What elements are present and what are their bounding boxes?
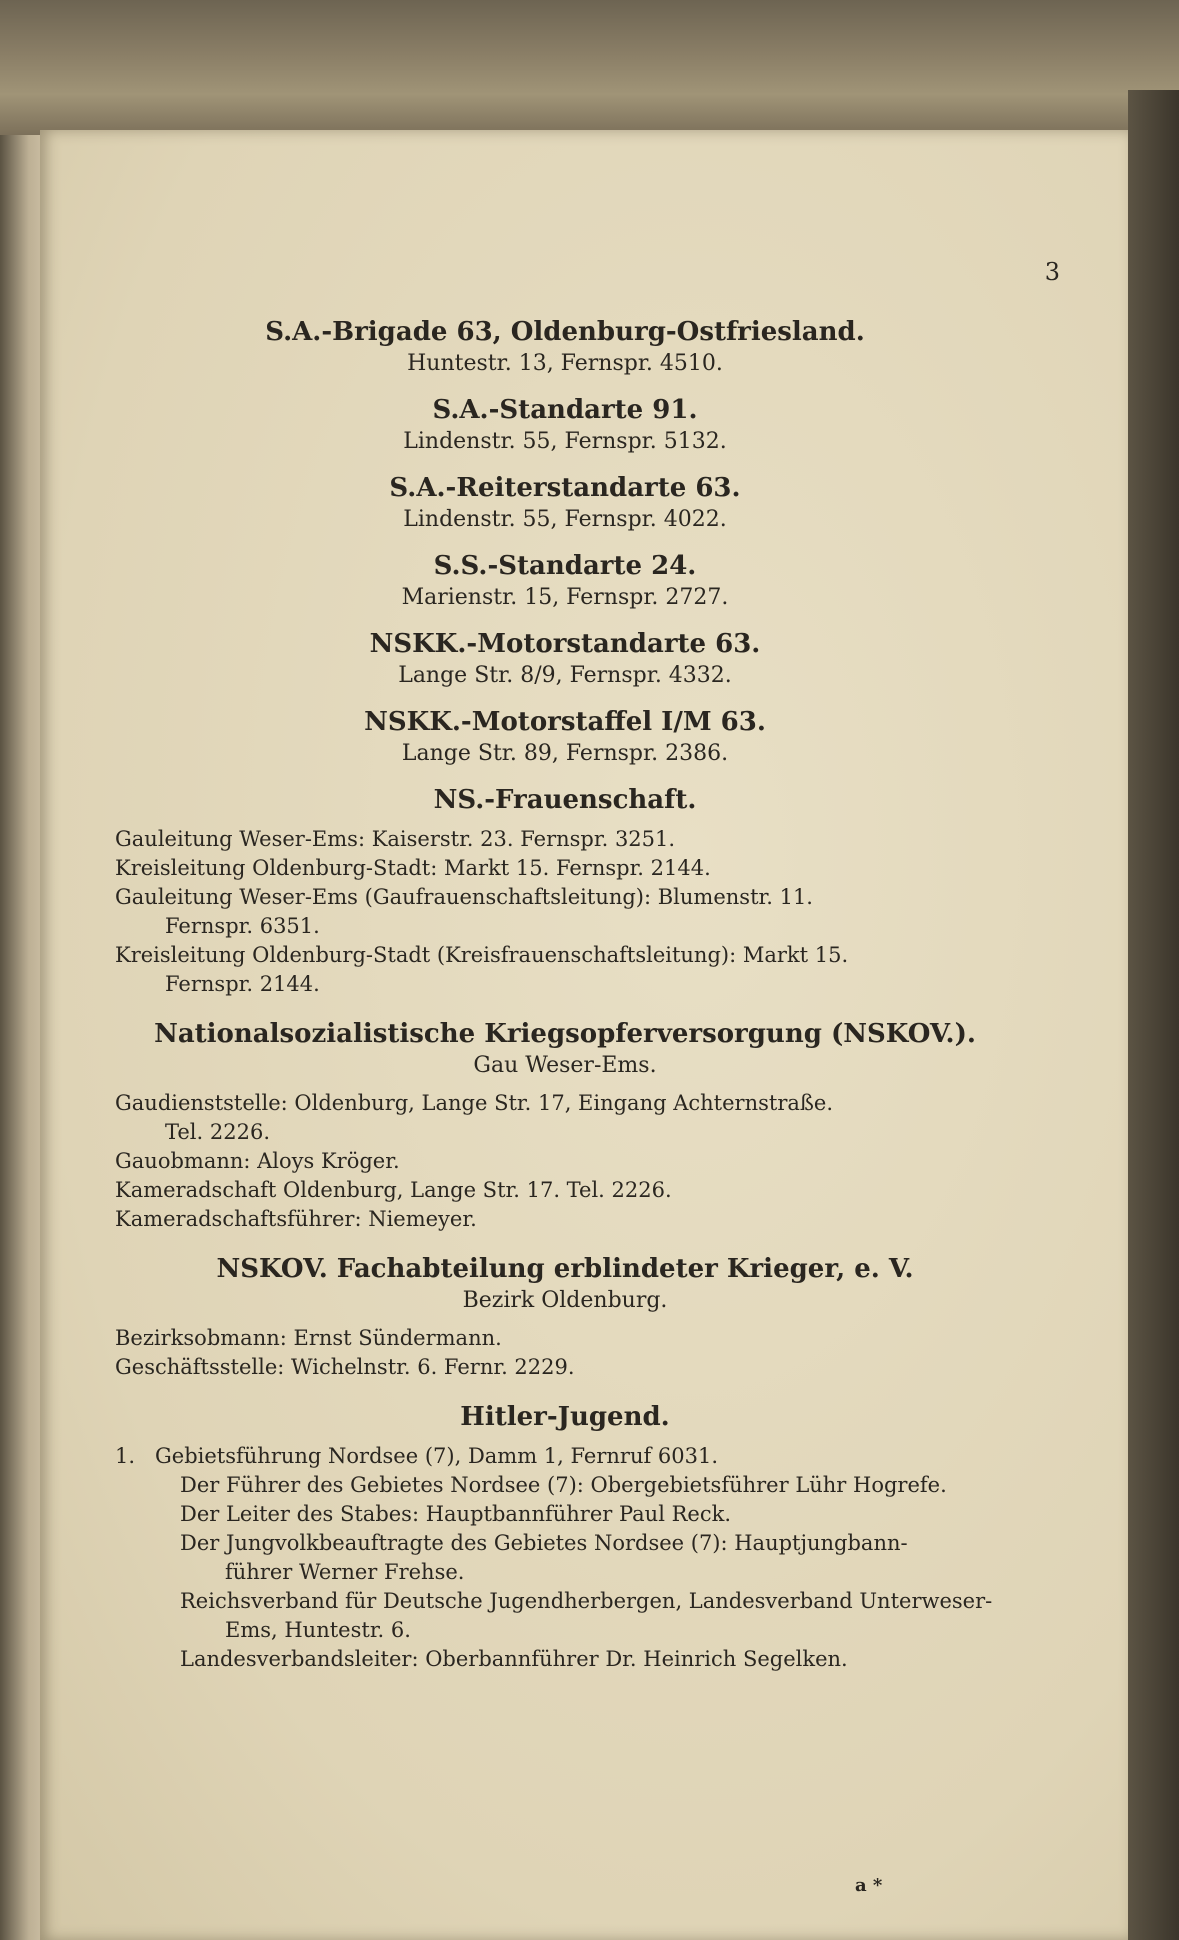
entry-line: Gauleitung Weser-Ems: Kaiserstr. 23. Fernspr. 3251.	[115, 827, 676, 851]
entry-line: Landesverbandsleiter: Oberbannführer Dr. Heinrich Segelken.	[180, 1647, 848, 1671]
section-subtitle: Gau Weser-Ems.	[473, 1053, 657, 1078]
entry-line: Kreisleitung Oldenburg-Stadt (Kreisfrauenschaftsleitung): Markt 15.	[115, 943, 849, 967]
section-sa-brigade	[115, 315, 1015, 379]
section-title: NSKK.-Motorstandarte 63.	[369, 629, 761, 659]
entry-line: Kreisleitung Oldenburg-Stadt: Markt 15. Fernspr. 2144.	[115, 856, 711, 880]
entry-line: Der Leiter des Stabes: Hauptbannführer Paul Reck.	[180, 1502, 731, 1526]
section-ns-frauenschaft	[115, 783, 1015, 999]
section-nskov-fachabteilung	[115, 1252, 1015, 1382]
section-title: Hitler-Jugend.	[460, 1402, 670, 1432]
section-title: NS.-Frauenschaft.	[433, 785, 697, 815]
page-content	[115, 315, 1015, 1674]
entry-line: Gauobmann: Aloys Kröger.	[115, 1149, 400, 1173]
section-ss-standarte	[115, 549, 1015, 613]
section-subtitle: Bezirk Oldenburg.	[462, 1288, 668, 1313]
section-address: Lange Str. 8/9, Fernspr. 4332.	[398, 663, 732, 688]
entry-line: Ems, Huntestr. 6.	[225, 1618, 411, 1642]
section-address: Huntestr. 13, Fernspr. 4510.	[407, 351, 723, 376]
entry-line: Fernspr. 2144.	[165, 972, 320, 996]
book-cover-right	[1128, 90, 1179, 1940]
section-sa-standarte	[115, 393, 1015, 457]
entry-line: Reichsverband für Deutsche Jugendherbergen, Landesverband Unterweser-	[180, 1589, 993, 1613]
section-nskk-motorstaffel	[115, 705, 1015, 769]
page-number: 3	[1044, 258, 1060, 286]
entry-line: Kameradschaftsführer: Niemeyer.	[115, 1207, 477, 1231]
section-address: Lange Str. 89, Fernspr. 2386.	[401, 741, 729, 766]
document-page	[40, 130, 1128, 1940]
entry-line: Kameradschaft Oldenburg, Lange Str. 17. Tel. 2226.	[115, 1178, 672, 1202]
section-title: Nationalsozialistische Kriegsopferversorgung (NSKOV.).	[154, 1019, 976, 1049]
section-address: Lindenstr. 55, Fernspr. 4022.	[403, 507, 727, 532]
section-title: S.A.-Brigade 63, Oldenburg-Ostfriesland.	[265, 317, 865, 347]
entry-line: Gauleitung Weser-Ems (Gaufrauenschaftsleitung): Blumenstr. 11.	[115, 885, 813, 909]
entry-line: Der Führer des Gebietes Nordsee (7): Obergebietsführer Lühr Hogrefe.	[180, 1473, 947, 1497]
entry-line: Der Jungvolkbeauftragte des Gebietes Nordsee (7): Hauptjungbann-	[180, 1531, 908, 1555]
section-nskov	[115, 1017, 1015, 1234]
entry-line: Gaudienststelle: Oldenburg, Lange Str. 17, Eingang Achternstraße.	[115, 1091, 834, 1115]
section-address: Lindenstr. 55, Fernspr. 5132.	[403, 429, 727, 454]
entry-line: Fernspr. 6351.	[165, 914, 320, 938]
section-title: NSKOV. Fachabteilung erblindeter Krieger, e. V.	[216, 1254, 914, 1284]
section-title: S.A.-Standarte 91.	[432, 395, 698, 425]
section-nskk-motorstandarte	[115, 627, 1015, 691]
entry-text: Gebietsführung Nordsee (7), Damm 1, Fernruf 6031.	[155, 1444, 719, 1468]
entry-line: Bezirksobmann: Ernst Sündermann.	[115, 1326, 502, 1350]
entry-line: Geschäftsstelle: Wichelnstr. 6. Fernr. 2229.	[115, 1355, 575, 1379]
section-title: NSKK.-Motorstaffel I/M 63.	[364, 707, 766, 737]
book-cover-top	[0, 0, 1179, 135]
entry-line	[115, 1442, 1015, 1471]
item-number: 1.	[115, 1444, 136, 1468]
section-title: S.A.-Reiterstandarte 63.	[389, 473, 741, 503]
section-title: S.S.-Standarte 24.	[433, 551, 697, 581]
entry-line: Tel. 2226.	[165, 1120, 270, 1144]
signature-mark: a *	[855, 1875, 883, 1896]
section-sa-reiterstandarte	[115, 471, 1015, 535]
section-address: Marienstr. 15, Fernspr. 2727.	[401, 585, 729, 610]
entry-line: führer Werner Frehse.	[225, 1560, 465, 1584]
section-hitler-jugend	[115, 1400, 1015, 1674]
